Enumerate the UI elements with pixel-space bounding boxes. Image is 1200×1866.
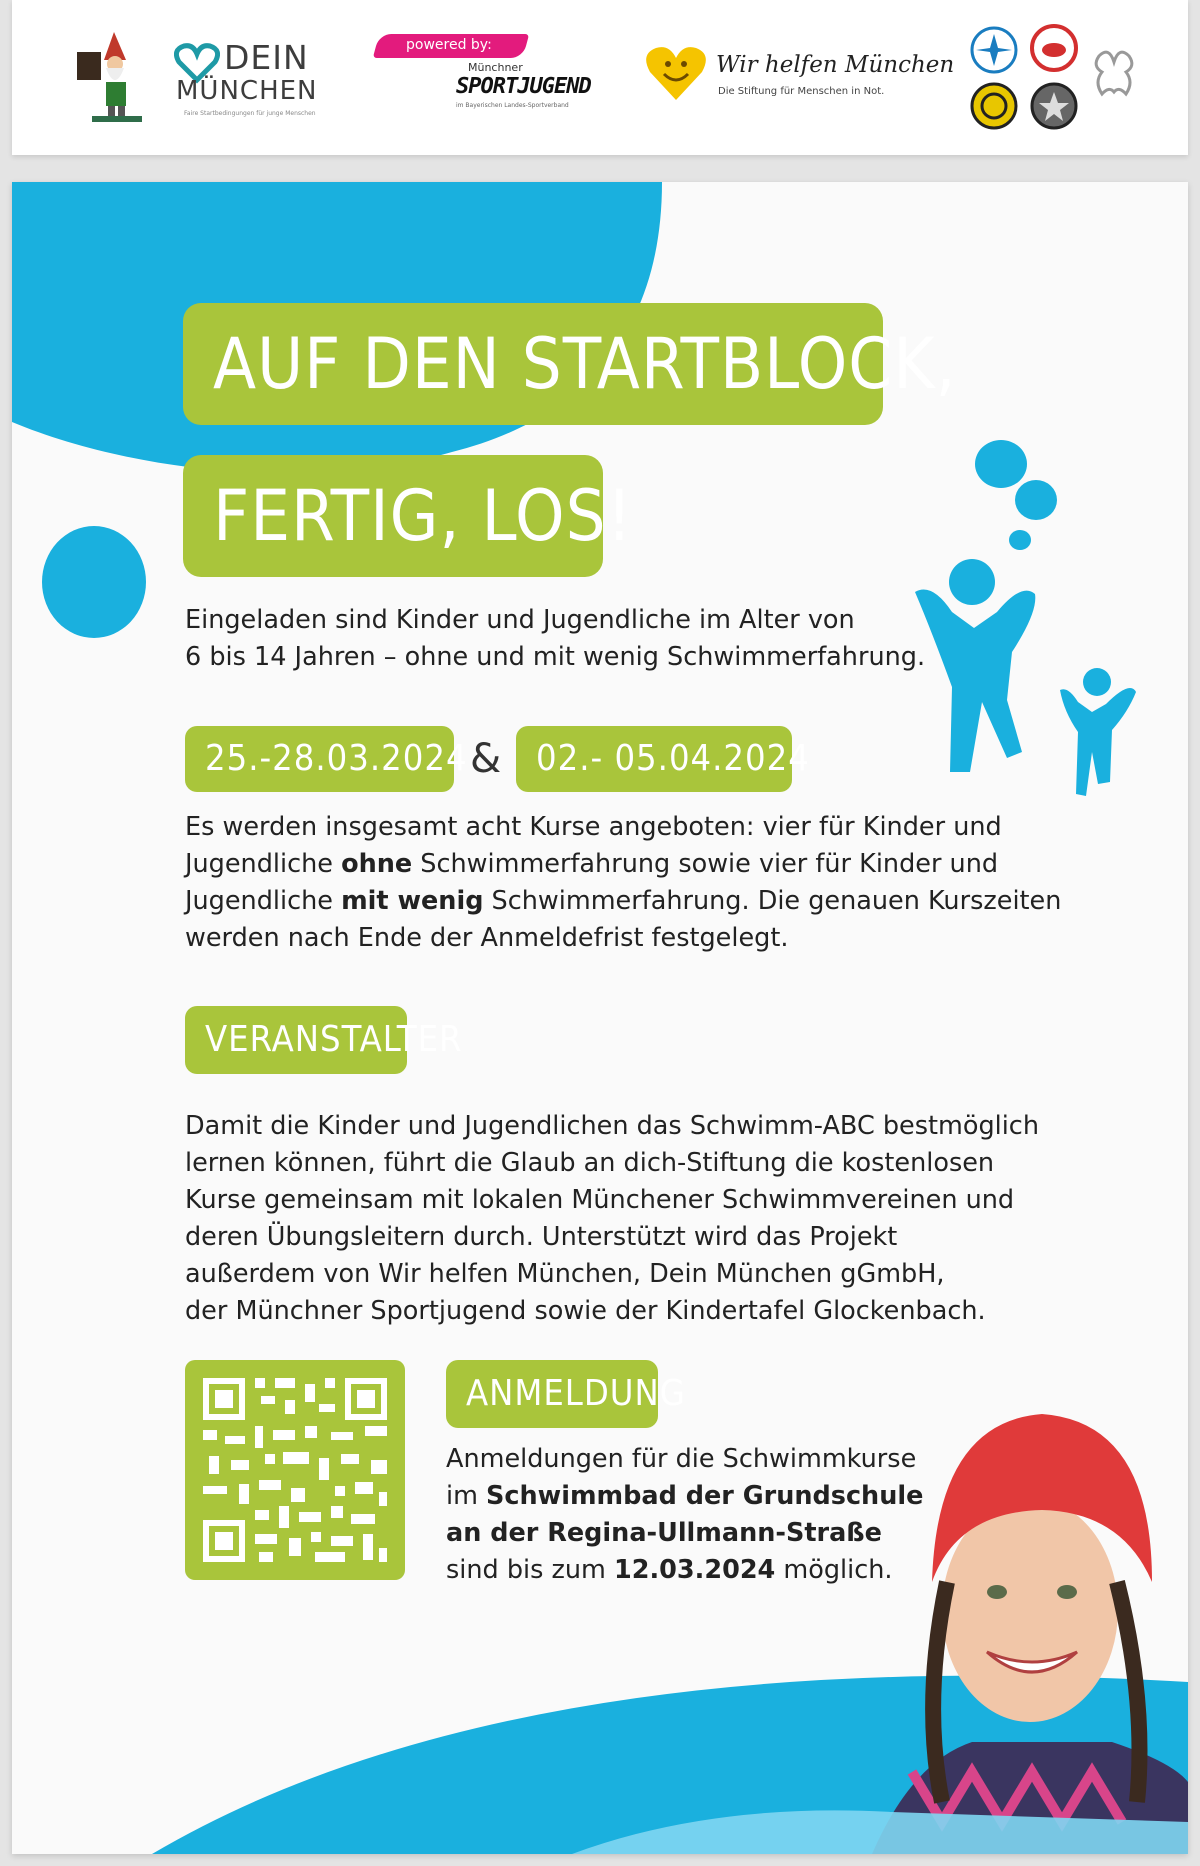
organizer-text: Damit die Kinder und Jugendlichen das Schwimm-ABC bestmöglich lernen können, führt die Glaub an dich-Stiftung die kostenlosen Kurse gemeinsam mit lokalen Münchener Schwimmvereinen und deren Übungsleitern durch. Unterstützt wird das Projekt außerdem von Wir helfen München, Dein München gGmbH, der Münchner Sportjugend sowie der Kindertafel Glockenbach.	[185, 1111, 1039, 1326]
sportjugend-line1: Münchner	[468, 61, 523, 74]
sportjugend-line2: SPORTJUGEND	[456, 74, 591, 99]
courses-text-part2: Schwimmerfahrung sowie vier für Kinder und Jugendliche	[185, 849, 999, 916]
date-separator: &	[470, 736, 502, 782]
dein-muenchen-tagline: Faire Startbedingungen für junge Menschen	[184, 110, 316, 117]
courses-text-bold1: ohne	[341, 849, 413, 879]
dein-muenchen-line1: DEIN	[224, 38, 309, 77]
registration-text-bold1: Schwimmbad der Grundschule an der Regina-Ullmann-Straße	[446, 1481, 924, 1548]
club-badge-red	[1032, 26, 1076, 70]
title-line-2: FERTIG, LOS!	[183, 455, 603, 577]
registration-text-part3: möglich.	[775, 1555, 893, 1585]
smiley-heart-icon	[644, 42, 708, 102]
wir-helfen-muenchen-logo	[644, 42, 955, 112]
courses-text-bold2: mit wenig	[341, 886, 484, 916]
dein-muenchen-line2: MÜNCHEN	[176, 76, 318, 106]
registration-text-part2: sind bis zum	[446, 1555, 606, 1585]
qr-code-icon	[185, 1360, 405, 1580]
club-badge-star	[1032, 84, 1076, 128]
club-badge-blue	[972, 28, 1016, 72]
intro-text: Eingeladen sind Kinder und Jugendliche im Alter von 6 bis 14 Jahren – ohne und mit wenig Schwimmerfahrung.	[185, 605, 926, 672]
organizer-heading: VERANSTALTER	[185, 1006, 407, 1074]
club-badges-logo	[964, 22, 1144, 134]
wir-helfen-name: Wir helfen München	[716, 52, 955, 78]
blue-blob	[42, 526, 146, 638]
dein-muenchen-logo	[174, 40, 354, 120]
poster	[12, 182, 1188, 1854]
gnome-mascot-logo	[74, 30, 154, 125]
sportjugend-logo	[376, 30, 616, 125]
date-badge-1: 25.-28.03.2024	[185, 726, 454, 792]
courses-text	[185, 809, 1065, 957]
courses-text-part3: Schwimmerfahrung. Die genauen Kurszeiten werden nach Ende der Anmeldefrist festgelegt.	[185, 886, 1062, 953]
registration-qr-code[interactable]	[185, 1360, 405, 1580]
registration-text-part1: Anmeldungen für die Schwimmkurse im	[446, 1444, 917, 1511]
title-line-1: AUF DEN STARTBLOCK,	[183, 303, 883, 425]
powered-by-label: powered by:	[406, 37, 492, 53]
registration-heading: ANMELDUNG	[446, 1360, 658, 1428]
frog-icon	[1096, 52, 1132, 94]
registration-text	[446, 1441, 1066, 1589]
wir-helfen-tagline: Die Stiftung für Menschen in Not.	[718, 86, 885, 97]
sportjugend-line3: im Bayerischen Landes-Sportverband	[456, 102, 569, 109]
registration-deadline: 12.03.2024	[613, 1555, 776, 1585]
club-badge-yellow	[972, 84, 1016, 128]
date-badge-2: 02.- 05.04.2024	[516, 726, 792, 792]
courses-text-part1: Es werden insgesamt acht Kurse angeboten: vier für Kinder und Jugendliche	[185, 812, 1002, 879]
sponsor-logo-bar	[12, 0, 1188, 155]
